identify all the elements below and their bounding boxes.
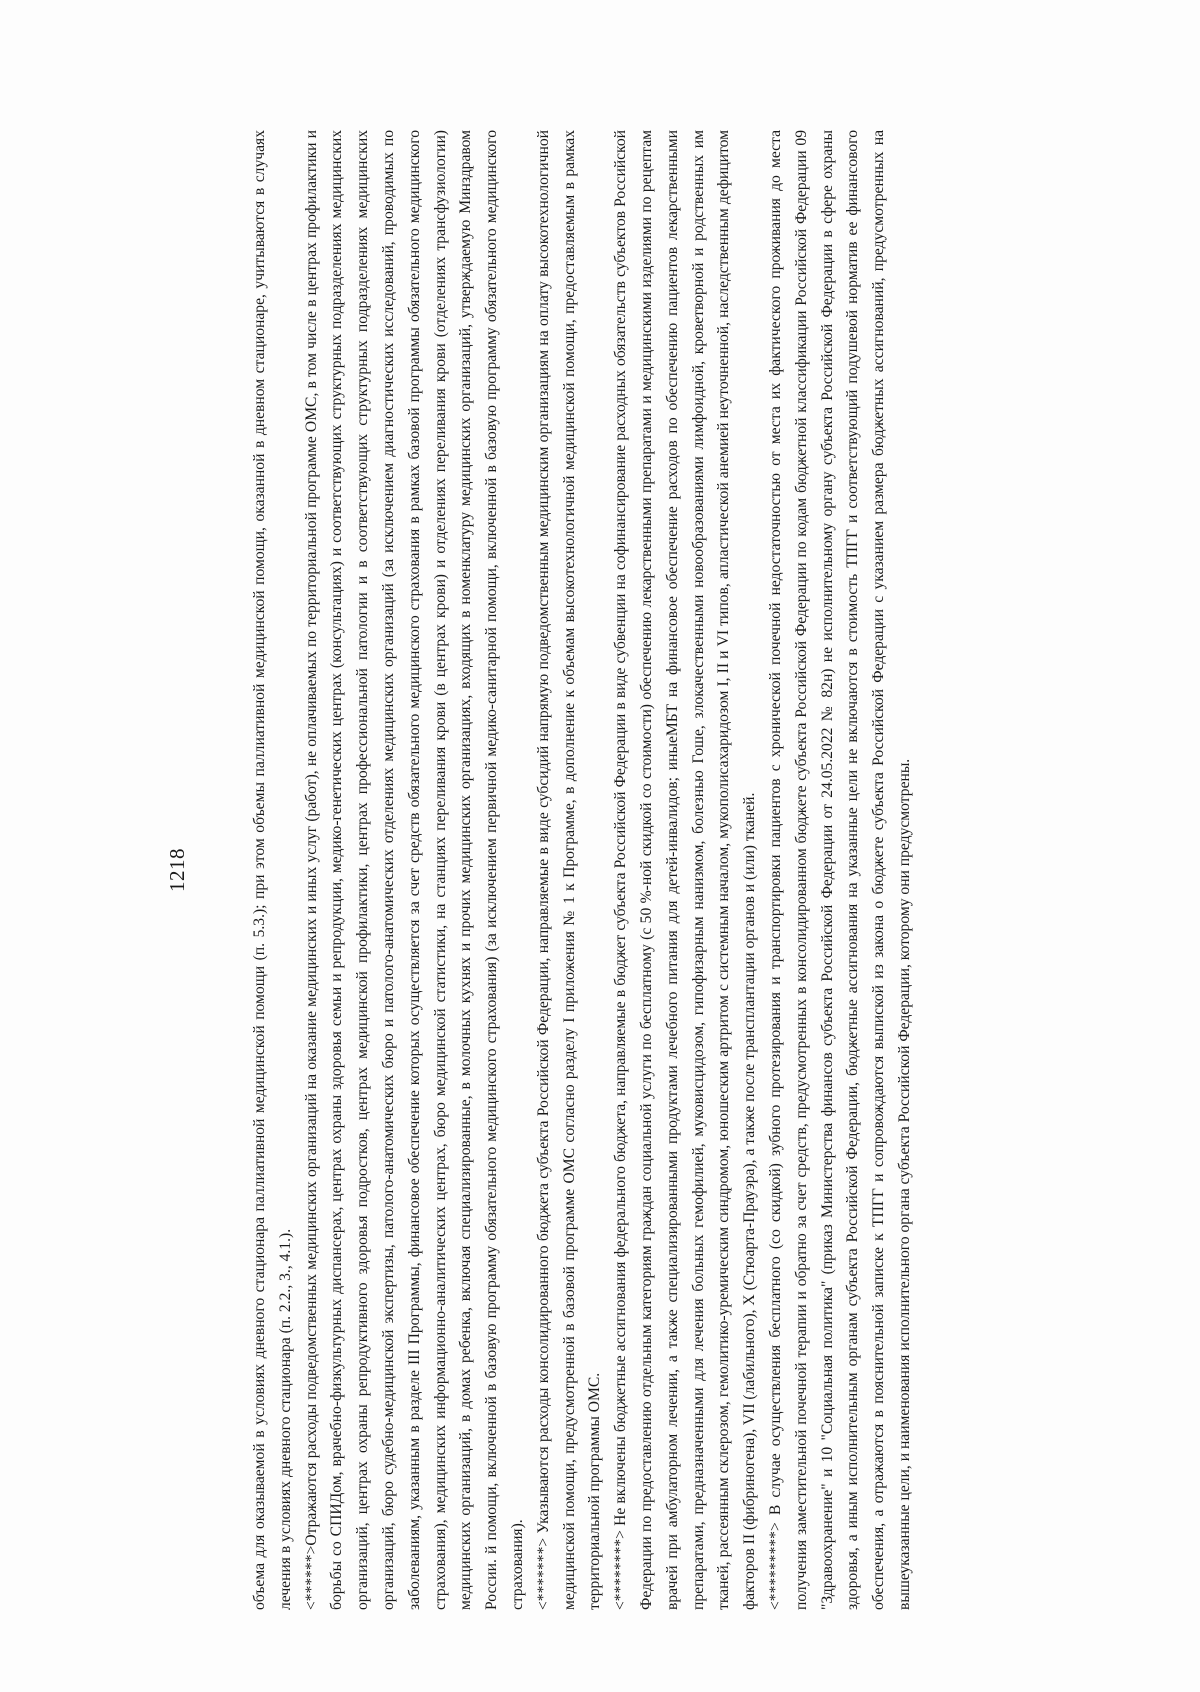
footnote-7: <*******> Указываются расходы консолидированного бюджета субъекта Российской Федерации, направляемые в виде субсидий напрямую подведомственным медицинским организациям на оплату высокотехнологичной медицинской помощи, предусмотренной в базовой программе ОМС согласно разделу I приложения № 1 к Программе, в дополнение к объемам высокотехнологичной медицинской помощи, предоставляемым в рамках территориальной программы ОМС.	[534, 130, 604, 1610]
paragraph-palliative-volume: объема для оказываемой в условиях дневного стационара паллиативной медицинской помощи (п. 5.3.); при этом объемы паллиативной медицинской помощи, оказанной в дневном стационаре, учитываются в случаях лечения в условиях дневного стационара (п. 2.2., 3., 4.1.).	[251, 130, 294, 1610]
footnote-8: <********> Не включены бюджетные ассигнования федерального бюджета, направляемые в бюджет субъекта Российской Федерации в виде субвенции на софинансирование расходных обязательств субъектов Российской Федерации по предоставлению отдельным категориям граждан социальной услуги по бесплатному (с 50 %-ной скидкой со стоимости) обеспечению лекарственными препаратами и медицинскими изделиями по рецептам врачей при амбулаторном лечении, а также специализированными продуктами лечебного питания для детей-инвалидов; иныеМБТ на финансовое обеспечение расходов по обеспечению пациентов лекарственными препаратами, предназначенными для лечения больных гемофилией, муковисцидозом, гипофизарным нанизмом, болезнью Гоше, злокачественными новообразованиями лимфоидной, кроветворной и родственных им тканей, рассеянным склерозом, гемолитико-уремическим синдромом, юношеским артритом с системным началом, мукополисахаридозом I, II и VI типов, апластической анемией неуточненной, наследственным дефицитом факторов II (фибриногена), VII (лабильного), X (Стюарта-Прауэра), а также после трансплантации органов и (или) тканей.	[612, 130, 759, 1610]
footnote-6: <******>Отражаются расходы подведомственных медицинских организаций на оказание медицинских и иных услуг (работ), не оплачиваемых по территориальной программе ОМС, в том числе в центрах профилактики и борьбы со СПИДом, врачебно-физкультурных диспансерах, центрах охраны здоровья семьи и репродукции, медико-генетических центрах (консультациях) и соответствующих структурных подразделениях медицинских организаций, центрах охраны репродуктивного здоровья подростков, центрах медицинской профилактики, центрах профессиональной патологии и в соответствующих структурных подразделениях медицинских организаций, бюро судебно-медицинской экспертизы, патолого-анатомических бюро и патолого-анатомических отделениях медицинских организаций (за исключением диагностических исследований, проводимых по заболеваниям, указанным в разделе III Программы, финансовое обеспечение которых осуществляется за счет средств обязательного медицинского страхования в рамках базовой программы обязательного медицинского страхования), медицинских информационно-аналитических центрах, бюро медицинской статистики, на станциях переливания крови (в центрах крови) и отделениях переливания крови (отделениях трансфузиологии) медицинских организаций, в домах ребенка, включая специализированные, в молочных кухнях и прочих медицинских организациях, входящих в номенклатуру медицинских организаций, утверждаемую Минздравом России. й помощи, включенной в базовую программу обязательного медицинского страхования) (за исключением первичной медико-санитарной помощи, включенной в базовую программу обязательного медицинского страхования).	[302, 130, 526, 1610]
footnote-9: <*********> В случае осуществления бесплатного (со скидкой) зубного протезирования и транспортировки пациентов с хронической почечной недостаточностью от места их фактического проживания до места получения заместительной почечной терапии и обратно за счет средств, предусмотренных в консолидированном бюджете субъекта Российской Федерации по кодам бюджетной классификации Российской Федерации 09 "Здравоохранение" и 10 "Социальная политика" (приказ Министерства финансов субъекта Российской Федерации от 24.05.2022 № 82н) не исполнительному органу субъекта Российской Федерации в сфере охраны здоровья, а иным исполнительным органам субъекта Российской Федерации, бюджетные ассигнования на указанные цели не включаются в стоимость ТПГГ и соответствующий подушевой норматив ее финансового обеспечения, а отражаются в пояснительной записке к ТПГГ и сопровождаются выпиской из закона о бюджете субъекта Российской Федерации с указанием размера бюджетных ассигнований, предусмотренных на вышеуказанные цели, и наименования исполнительного органа субъекта Российской Федерации, которому они предусмотрены.	[766, 130, 913, 1610]
footnotes-text	[247, 130, 918, 1610]
page-number: 1218	[165, 848, 189, 892]
rotated-content	[165, 130, 1070, 1610]
